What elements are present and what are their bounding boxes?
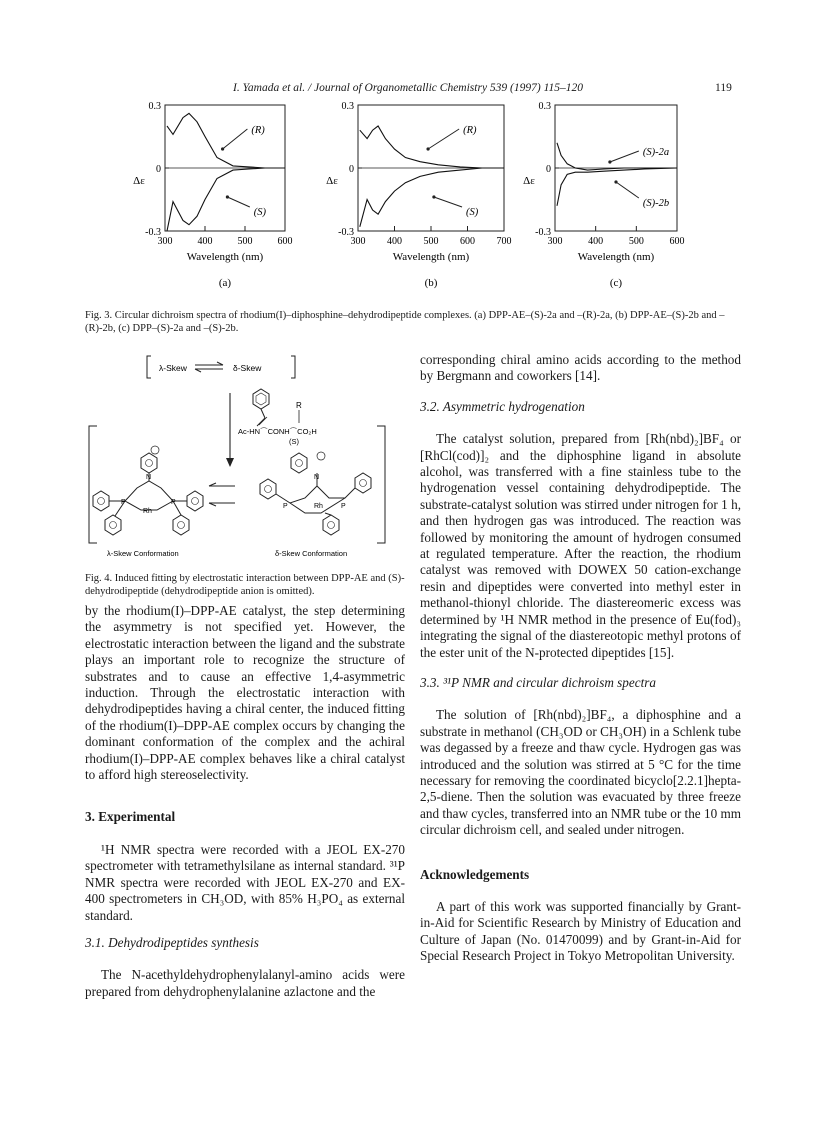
- lambda-p-right: P: [171, 499, 176, 506]
- chart-b-ytick-label-0: 0.3: [341, 101, 354, 112]
- chart-a-callout-head-1: [226, 195, 229, 198]
- substrate-formula: Ac-HN⌒CONH⌒CO₂H: [238, 427, 317, 436]
- chart-b-series-label-1: (S): [466, 207, 479, 218]
- chart-c-xtick-label-0: 300: [547, 236, 563, 247]
- chart-a-xtick-label-2: 500: [237, 236, 253, 247]
- right-paragraph-3: The solution of [Rh(nbd)₂]BF₄, a diphosphine and a substrate in methanol (CH₃OD or CH₃OH) in a Schlenk tube was degassed by a freeze and thaw cycle. Hydrogen gas was introduced and the solution was stirred at 5 °C for the time necessary for removing the coordinated bicyclo[2.2.1]hepta-2,5-diene. Then the solution was evacuated by three freeze and thaw cycles, transferred into an NMR tube or the 10 mm circular dichroism cell, and sealed under nitrogen.: [420, 707, 741, 838]
- chart-c-xtick-label-2: 500: [628, 236, 644, 247]
- chart-c-callout-head-1: [614, 180, 617, 183]
- lambda-n: N: [146, 474, 152, 481]
- substrate-structure: [253, 389, 299, 426]
- delta-p-right: P: [341, 503, 346, 510]
- chart-panel-b: [326, 101, 511, 289]
- chart-c-callout-head-0: [608, 160, 611, 163]
- chart-b-panel-label: (b): [424, 277, 438, 289]
- figure-4-caption: Fig. 4. Induced fitting by electrostatic interaction between DPP-AE and (S)-dehydrodipeptide (dehydrodipeptide anion is omitted).: [85, 573, 405, 597]
- section-3-3-heading: 3.3. ³¹P NMR and circular dichroism spectra: [420, 674, 656, 690]
- substrate-stereo-label: (S): [289, 437, 299, 446]
- delta-rh: Rh: [314, 503, 323, 510]
- chart-b-xtick-label-3: 600: [460, 236, 475, 247]
- chart-a-xtick-label-0: 300: [157, 236, 173, 247]
- left-column: [85, 603, 405, 1000]
- chart-b-ylabel: Δε: [326, 175, 338, 187]
- left-paragraph-1: by the rhodium(I)–DPP-AE catalyst, the step determining the asymmetry is not specified yet. However, the electrostatic interaction between the ligand and the substrate plays an important role to recognize the structure of substrates and to cause an effective 1,4-asymmetric induction. Through the electrostatic interaction with dehydrodipeptides having a chiral center, the induced fitting of the rhodium(I)–DPP-AE complex occurs by changing the dominant conformation of the complex and the achiral rhodium(I)–DPP-AE complex behaves like a chiral catalyst to afford high stereoselectivity.: [85, 603, 405, 783]
- figure-3-cd-spectra: [100, 95, 700, 310]
- half-arrows: [209, 483, 235, 506]
- bracket-left: [147, 356, 151, 378]
- chart-b-xtick-label-0: 300: [350, 236, 366, 247]
- chart-b-xtick-label-1: 400: [387, 236, 402, 247]
- right-paragraph-4: A part of this work was supported financially by Grant-in-Aid for Scientific Research by Ministry of Education and Culture of Japan (No. 01470099) and by Grant-in-Aid for Special Research Project in Tokyo Metropolitan University.: [420, 898, 741, 964]
- delta-conformation-label: δ-Skew Conformation: [275, 549, 348, 558]
- acknowledgements-heading: Acknowledgements: [420, 866, 530, 882]
- chart-c-xtick-label-1: 400: [588, 236, 604, 247]
- chart-c-callout-0: [610, 151, 639, 162]
- chart-a-xtick-label-3: 600: [277, 236, 293, 247]
- figure-4-scheme: [85, 348, 405, 570]
- delta-n: N: [314, 474, 320, 481]
- chart-c-ytick-label-1: 0: [546, 164, 551, 175]
- chart-a-callout-head-0: [221, 147, 224, 150]
- chart-c-ytick-label-2: -0.3: [535, 227, 551, 238]
- chart-b-callout-0: [428, 129, 459, 149]
- section-3-1-heading: 3.1. Dehydrodipeptides synthesis: [85, 934, 259, 950]
- right-paragraph-2: The catalyst solution, prepared from [Rh(nbd)₂]BF₄ or [RhCl(cod)]₂ and the diphosphine ligand in absolute alcohol, was transferred with a fine stainless tube to the hydrogenation vessel containing dehydrodipeptide. The substrate-catalyst solution was stirred under nitrogen for 1 h, and then hydrogen gas was introduced. The reaction was followed by monitoring the amount of hydrogen consumed at regulated temperature. After the reaction, the rhodium catalyst was removed with DOWEX 50 cation-exchange resin and dipeptides were converted into methyl ester in methanol-thionyl chloride. The diastereomeric excess was determined by ¹H NMR method in the presence of Eu(fod)₃ integrating the signal of the diastereotopic methyl protons of the ester unit of the N-protected dipeptides [15].: [420, 431, 741, 660]
- chart-a-series-1: [167, 168, 285, 231]
- chart-c-callout-1: [616, 182, 639, 198]
- chart-a-series-label-1: (S): [253, 207, 267, 218]
- delta-p-left: P: [283, 503, 288, 510]
- chart-c-ylabel: Δε: [523, 175, 535, 187]
- complex-bracket-left: [89, 426, 97, 543]
- chart-b-ytick-label-1: 0: [349, 164, 354, 175]
- page-number: 119: [715, 82, 732, 94]
- chart-a-xlabel: Wavelength (nm): [186, 251, 264, 263]
- lambda-skew-complex: [93, 446, 203, 535]
- chart-a-ylabel: Δε: [133, 175, 145, 187]
- chart-a-series-0: [167, 113, 285, 168]
- chart-b-series-label-0: (R): [463, 125, 477, 136]
- journal-citation: I. Yamada et al. / Journal of Organometallic Chemistry 539 (1997) 115–120: [233, 82, 583, 94]
- chart-c-series-label-1: (S)-2b: [642, 198, 670, 209]
- chart-c-panel-label: (c): [609, 277, 623, 289]
- chart-b-callout-1: [434, 197, 462, 207]
- chart-b-callout-head-1: [432, 195, 435, 198]
- chart-c-ytick-label-0: 0.3: [538, 101, 551, 112]
- complex-bracket-right: [377, 426, 385, 543]
- down-arrow-head: [226, 458, 234, 467]
- delta-skew-complex: [260, 452, 371, 535]
- chart-a-ytick-label-1: 0: [156, 164, 161, 175]
- lambda-skew-label: λ-Skew: [159, 363, 187, 373]
- lambda-rh: Rh: [143, 508, 152, 515]
- right-column: [420, 352, 741, 965]
- section-3-heading: 3. Experimental: [85, 809, 176, 825]
- bracket-right: [291, 356, 295, 378]
- chart-a-series-label-0: (R): [251, 125, 265, 136]
- chart-b-xtick-label-4: 700: [496, 236, 512, 247]
- chart-panel-a: [133, 101, 292, 289]
- chart-a-callout-0: [223, 129, 248, 149]
- chart-panel-c: [523, 101, 684, 289]
- chart-a-ytick-label-2: -0.3: [145, 227, 161, 238]
- chart-a-callout-1: [227, 197, 249, 207]
- chart-c-xtick-label-3: 600: [669, 236, 685, 247]
- lambda-p-left: P: [121, 499, 126, 506]
- chart-b-xtick-label-2: 500: [423, 236, 439, 247]
- chart-a-xtick-label-1: 400: [197, 236, 213, 247]
- equilibrium-arrows: [195, 362, 223, 372]
- figure-3-caption: Fig. 3. Circular dichroism spectra of rhodium(I)–diphosphine–dehydrodipeptide complexes. (a) DPP-AE–(S)-2a and –(R)-2a, (b) DPP-AE–(S)-2b and –(R)-2b, (c) DPP–(S)-2a and –(S)-2b.: [85, 310, 725, 334]
- lambda-conformation-label: λ-Skew Conformation: [107, 549, 179, 558]
- chart-a-ytick-label-0: 0.3: [148, 101, 161, 112]
- section-3-2-heading: 3.2. Asymmetric hydrogenation: [420, 398, 585, 414]
- chart-c-xlabel: Wavelength (nm): [577, 251, 655, 263]
- left-paragraph-2: ¹H NMR spectra were recorded with a JEOL EX-270 spectrometer with tetramethylsilane as internal standard. ³¹P NMR spectra were recorded with JEOL EX-270 and EX-400 spectrometers in CH₃OD, with 85% H₃PO₄ as external standard.: [85, 841, 405, 923]
- chart-a-panel-label: (a): [218, 277, 232, 289]
- chart-b-xlabel: Wavelength (nm): [392, 251, 470, 263]
- delta-skew-label: δ-Skew: [233, 363, 262, 373]
- right-paragraph-1: corresponding chiral amino acids according to the method by Bergmann and coworkers [14].: [420, 352, 741, 384]
- chart-b-callout-head-0: [426, 147, 429, 150]
- chart-b-ytick-label-2: -0.3: [338, 227, 354, 238]
- chart-b-series-1: [360, 168, 504, 227]
- substrate-r-group: R: [296, 401, 302, 410]
- left-paragraph-3: The N-acethyldehydrophenylalanyl-amino acids were prepared from dehydrophenylalanine azlactone and the: [85, 967, 405, 999]
- chart-c-series-label-0: (S)-2a: [642, 147, 670, 158]
